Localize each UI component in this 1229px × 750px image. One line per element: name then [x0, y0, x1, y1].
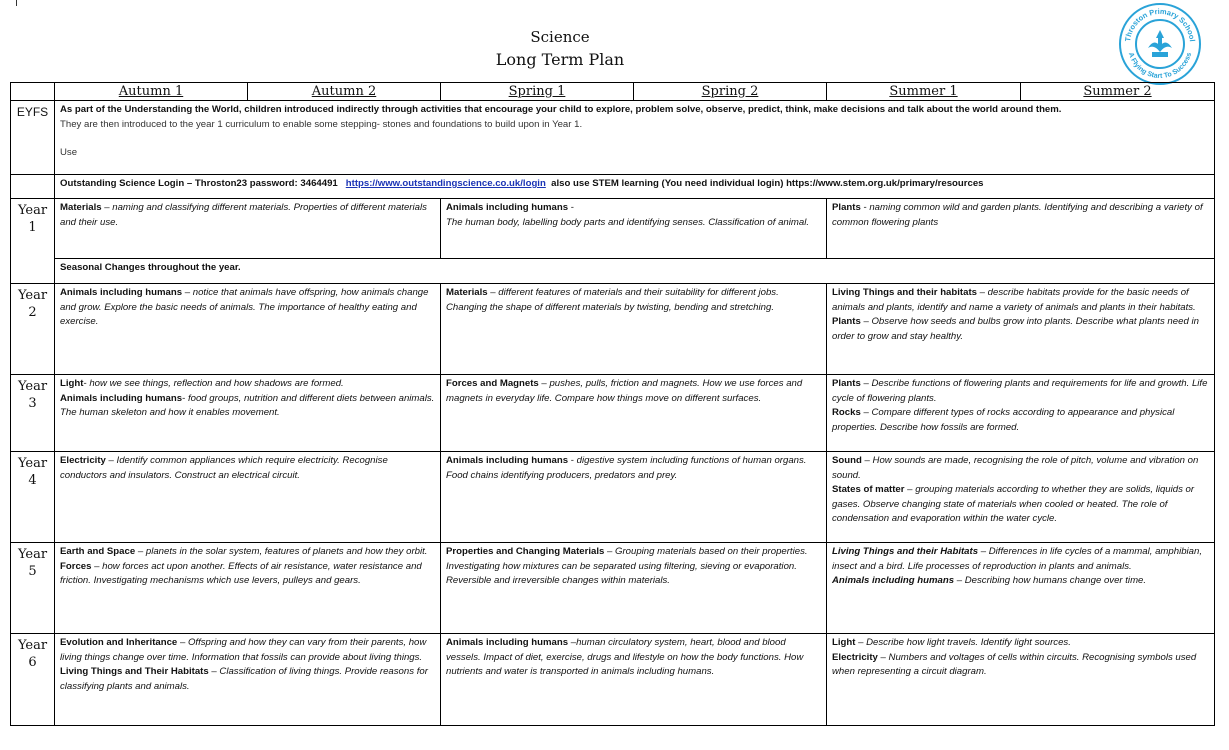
- topic-title: Forces: [60, 560, 92, 572]
- year-1-spring: [441, 199, 827, 259]
- year-5-autumn: [55, 543, 441, 634]
- year-2-autumn: [55, 284, 441, 375]
- eyfs-label: EYFS: [11, 101, 55, 175]
- year-5-label: [11, 543, 55, 634]
- topic-separator: –: [904, 484, 916, 495]
- year-label-word: Year: [17, 638, 48, 653]
- year-4-autumn: [55, 452, 441, 543]
- outstanding-science-link[interactable]: https://www.outstandingscience.co.uk/login: [345, 178, 546, 189]
- term-header-autumn-1: Autumn 1: [55, 83, 248, 101]
- topic-separator: -: [568, 455, 577, 466]
- page-subtitle: Long Term Plan: [495, 50, 625, 69]
- year-1-label: [11, 199, 55, 284]
- year-2-row: [11, 284, 1215, 375]
- year-4-row: [11, 452, 1215, 543]
- year-label-number: 5: [28, 564, 37, 579]
- topic-description: planets in the solar system, features of planets and how they orbit.: [145, 546, 428, 557]
- year-6-row: [11, 634, 1215, 726]
- login-credentials: Outstanding Science Login – Throston23 password: 3464491: [60, 178, 338, 189]
- topic-separator: –: [135, 546, 146, 557]
- topic-description: how we see things, reflection and how shadows are formed.: [89, 378, 344, 389]
- year-label-number: 1: [28, 220, 37, 235]
- year-label-number: 4: [28, 473, 37, 488]
- term-header-summer-2: Summer 2: [1021, 83, 1215, 101]
- topic-title: Animals including humans: [60, 392, 183, 404]
- year-label-number: 2: [28, 305, 37, 320]
- topic-separator: –: [487, 287, 499, 298]
- header-corner: [11, 83, 55, 101]
- year-2-label: [11, 284, 55, 375]
- topic-separator: –: [101, 202, 113, 213]
- year-label-word: Year: [17, 547, 48, 562]
- topic-title: Sound: [832, 455, 862, 466]
- eyfs-line-2: They are then introduced to the year 1 curriculum to enable some stepping- stones and foundations to build upon in Year 1.: [60, 118, 583, 130]
- topic-separator: –: [91, 560, 103, 572]
- year-3-autumn: [55, 375, 441, 452]
- topic-title: States of matter: [832, 484, 905, 495]
- topic-separator: –: [860, 316, 872, 327]
- year-5-summer: [827, 543, 1215, 634]
- topic-separator: -: [182, 392, 188, 404]
- topic-title: Animals including humans: [832, 575, 955, 586]
- topic-description: Classification of living things. Provide reasons for classifying plants and animals.: [60, 666, 428, 692]
- topic-title: Earth and Space: [60, 546, 136, 557]
- topic-title: Light: [60, 378, 84, 389]
- long-term-plan-table: [10, 82, 1215, 726]
- topic-title: Materials: [446, 287, 488, 298]
- year-label-word: Year: [17, 203, 48, 218]
- topic-title: Plants: [832, 202, 861, 213]
- topic-description: digestive system including functions of human organs. Food chains identifying producers, predators and prey.: [446, 455, 807, 481]
- login-row: [11, 175, 1215, 199]
- topic-title: Forces and Magnets: [446, 378, 539, 389]
- topic-description: Compare different types of rocks according to appearance and physical properties. Describe how fossils are formed.: [832, 407, 1175, 433]
- year-3-label: [11, 375, 55, 452]
- eyfs-line-1: As part of the Understanding the World, children introduced indirectly through activities that encourage your child to explore, problem solve, observe, predict, think, make decisions and talk about the world around them.: [60, 104, 1062, 115]
- year-1-autumn: [55, 199, 441, 259]
- year-5-row: [11, 543, 1215, 634]
- year-6-label: [11, 634, 55, 726]
- year-label-number: 3: [28, 396, 37, 411]
- year-6-summer: [827, 634, 1215, 726]
- topic-separator: –: [978, 546, 989, 557]
- topic-description: Identify common appliances which require electricity. Recognise conductors and insulators. Construct an electrical circuit.: [60, 455, 388, 481]
- topic-title: Plants: [832, 378, 861, 389]
- topic-description: How sounds are made, recognising the role of pitch, volume and vibration on sound.: [832, 455, 1199, 481]
- topic-title: Electricity: [60, 455, 106, 466]
- text-cursor-mark: [16, 0, 17, 6]
- year-label-number: 6: [28, 655, 37, 670]
- topic-description: describe habitats provide for the basic needs of animals and plants, identify and name a variety of animals and plants in their habitats.: [832, 287, 1196, 313]
- topic-title: Properties and Changing Materials: [446, 546, 605, 557]
- year-label-word: Year: [17, 288, 48, 303]
- stem-learning-note: also use STEM learning (You need individual login) https://www.stem.org.uk/primary/resources: [551, 178, 984, 189]
- year-4-label: [11, 452, 55, 543]
- term-header-autumn-2: Autumn 2: [248, 83, 441, 101]
- term-header-spring-2: Spring 2: [634, 83, 827, 101]
- topic-title: Plants: [832, 316, 861, 327]
- topic-title: Animals including humans: [446, 637, 569, 648]
- topic-description: Describing how humans change over time.: [964, 575, 1147, 586]
- topic-separator: –: [860, 378, 872, 389]
- topic-description: Describe how light travels. Identify light sources.: [866, 637, 1071, 648]
- topic-description: food groups, nutrition and different diets between animals. The human skeleton and how it enables movement.: [60, 392, 435, 418]
- topic-separator: -: [568, 202, 574, 213]
- topic-title: Light: [832, 637, 856, 648]
- term-header-row: [11, 83, 1215, 101]
- year-1-row: [11, 199, 1215, 259]
- topic-separator: –: [208, 666, 220, 677]
- topic-separator: –: [568, 637, 577, 648]
- topic-description: Differences in life cycles of a mammal, amphibian, insect and a bird. Life processes of reproduction in plants and animals.: [832, 546, 1203, 572]
- term-header-spring-1: Spring 1: [441, 83, 634, 101]
- year-3-row: [11, 375, 1215, 452]
- topic-separator: –: [182, 287, 193, 298]
- eyfs-content: [55, 101, 1215, 175]
- topic-separator: –: [861, 455, 873, 466]
- topic-title: Living Things and their Habitats: [832, 546, 979, 557]
- year-4-spring: [441, 452, 827, 543]
- topic-separator: –: [177, 637, 188, 648]
- topic-separator: -: [860, 202, 870, 213]
- topic-title: Animals including humans: [446, 455, 569, 466]
- topic-title: Electricity: [832, 651, 878, 663]
- page-title: Science: [530, 28, 590, 46]
- topic-description: pushes, pulls, friction and magnets. How we use forces and magnets in everyday life. Compare how things move on different surfaces.: [446, 378, 803, 404]
- topic-title: Living Things and their habitats: [832, 287, 977, 298]
- topic-description: naming common wild and garden plants. Identifying and describing a variety of common flowering plants: [832, 202, 1203, 228]
- topic-description: different features of materials and their suitability for different jobs. Changing the shape of different materials by twisting, bending and stretching.: [446, 287, 779, 313]
- year-6-spring: [441, 634, 827, 726]
- topic-title: Materials: [60, 202, 102, 213]
- topic-title: Animals including humans: [60, 287, 183, 298]
- school-logo: [1118, 2, 1202, 86]
- topic-description: human circulatory system, heart, blood and blood vessels. Impact of diet, exercise, drugs and lifestyle on how the body functions. How nutrients and water is transported in animals including humans.: [446, 637, 804, 677]
- topic-description: Grouping materials based on their properties. Investigating how mixtures can be separated using filtering, sieving or evaporation. Reversible and irreversible changes within materials.: [446, 546, 808, 586]
- topic-description: The human body, labelling body parts and identifying senses. Classification of animal.: [446, 216, 809, 228]
- topic-separator: –: [877, 651, 889, 663]
- topic-description: Observe how seeds and bulbs grow into plants. Describe what plants need in order to grow and stay healthy.: [832, 316, 1199, 342]
- logo-top-text: Throston Primary School: [1123, 6, 1197, 43]
- topic-description: notice that animals have offspring, how animals change and grow. Explore the basic needs of animals. The importance of healthy eating and exercise.: [60, 287, 429, 327]
- topic-description: naming and classifying different materials. Properties of different materials and their use.: [60, 202, 427, 228]
- topic-separator: –: [860, 407, 872, 418]
- year-label-word: Year: [17, 456, 48, 471]
- eyfs-row: [11, 101, 1215, 175]
- seasonal-changes-note: Seasonal Changes throughout the year.: [55, 259, 1215, 284]
- topic-separator: –: [976, 287, 988, 298]
- year-5-spring: [441, 543, 827, 634]
- topic-title: Rocks: [832, 407, 861, 418]
- year-4-summer: [827, 452, 1215, 543]
- topic-separator: –: [954, 575, 965, 586]
- topic-title: Animals including humans: [446, 202, 569, 213]
- login-label-cell: [11, 175, 55, 199]
- topic-description: Offspring and how they can vary from their parents, how living things change over time. Information that fossils can provide about living things.: [60, 637, 427, 663]
- topic-separator: –: [855, 637, 867, 648]
- topic-description: Numbers and voltages of cells within circuits. Recognising symbols used when representing a circuit diagram.: [832, 651, 1197, 677]
- topic-title: Evolution and Inheritance: [60, 637, 178, 648]
- topic-separator: –: [105, 455, 117, 466]
- topic-separator: –: [538, 378, 550, 389]
- topic-description: how forces act upon another. Effects of air resistance, water resistance and friction. Investigating mechanisms which use levers, pulleys and gears.: [60, 560, 422, 586]
- topic-separator: -: [83, 378, 90, 389]
- topic-description: grouping materials according to whether they are solids, liquids or gases. Observe changing state of materials when cooled or heated. The role of condensation and evaporation within the water cycle.: [832, 484, 1195, 524]
- topic-title: Living Things and Their Habitats: [60, 666, 209, 677]
- year-6-autumn: [55, 634, 441, 726]
- topic-description: Describe functions of flowering plants and requirements for life and growth. Life cycle of flowering plants.: [832, 378, 1208, 404]
- year-label-word: Year: [17, 379, 48, 394]
- logo-bottom-text: A Flying Start To Success: [1126, 51, 1194, 81]
- year-1-summer: [827, 199, 1215, 259]
- term-header-summer-1: Summer 1: [827, 83, 1021, 101]
- topic-separator: –: [604, 546, 616, 557]
- eyfs-line-3: Use: [60, 147, 78, 158]
- login-content: [55, 175, 1215, 199]
- year-1-extra-row: [11, 259, 1215, 284]
- year-2-summer: [827, 284, 1215, 375]
- year-3-spring: [441, 375, 827, 452]
- year-2-spring: [441, 284, 827, 375]
- year-3-summer: [827, 375, 1215, 452]
